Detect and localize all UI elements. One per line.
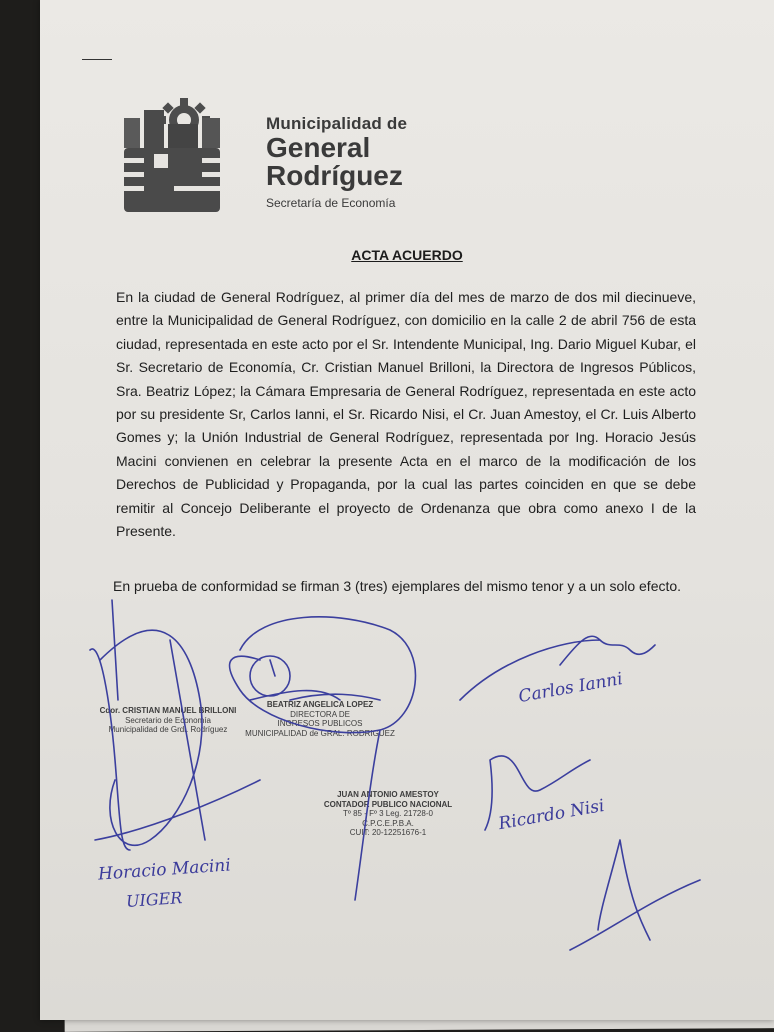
stamp-brilloni-title: Secretario de Economía	[125, 715, 211, 725]
document-title: ACTA ACUERDO	[351, 247, 463, 263]
stamp-amestoy-title: CONTADOR PUBLICO NACIONAL	[323, 799, 453, 809]
municipality-logo	[124, 98, 424, 216]
stamp-brilloni	[88, 706, 248, 735]
stamp-lopez-dept: INGRESOS PUBLICOS	[277, 719, 363, 728]
stamp-amestoy-name: JUAN ANTONIO AMESTOY	[337, 790, 439, 799]
org-name-line1: Municipalidad de	[266, 114, 408, 133]
municipality-emblem-icon	[124, 98, 234, 216]
handwritten-macini: Horacio Macini	[97, 855, 232, 885]
stamp-lopez-title: DIRECTORA DE	[290, 709, 350, 719]
stamp-amestoy-reg: Tº 85 - Fº 3 Leg. 21728-0	[343, 809, 433, 818]
stamp-lopez-org: MUNICIPALIDAD de GRAL. RODRIGUEZ	[245, 728, 395, 738]
logo-wordmark	[266, 114, 407, 210]
stamp-brilloni-name: Cdor. CRISTIAN MANUEL BRILLONI	[99, 706, 237, 715]
stamp-lopez	[240, 700, 400, 738]
handwritten-macini-role: UIGER	[125, 888, 183, 911]
stamp-lopez-name: BEATRIZ ANGELICA LOPEZ	[266, 700, 374, 709]
org-name-line2: General	[266, 132, 371, 163]
document-body: En la ciudad de General Rodríguez, al primer día del mes de marzo de dos mil diecinueve, entre la Municipalidad de General Rodríguez, con domicilio en la calle 2 de abril 756 de esta ciudad, representada en este acto por el Sr. Intendente Municipal, Ing. Dario Miguel Kubar, el Sr. Secretario de Economía, Cr. Cristian Manuel Brilloni, la Directora de Ingresos Públicos, Sra. Beatriz López; la Cámara Empresaria de General Rodríguez, representada en este acto por su presidente Sr, Carlos Ianni, el Sr. Ricardo Nisi, el Cr. Juan Amestoy, el Cr. Luis Alberto Gomes y; la Unión Industrial de General Rodríguez, representada por Ing. Horacio Jesús Macini convienen en celebrar la presente Acta en el marco de la modificación de los Derechos de Publicidad y Propaganda, por la cual las partes coinciden en que se debe remitir al Concejo Deliberante el proyecto de Ordenanza que obra como anexo I de la Presente.	[116, 289, 696, 540]
handwritten-ianni: Carlos Ianni	[517, 669, 625, 707]
document-closing: En prueba de conformidad se firman 3 (tres) ejemplares del mismo tenor y a un solo efecto.	[113, 578, 682, 594]
handwritten-nisi: Ricardo Nisi	[497, 795, 606, 835]
org-name-line3: Rodríguez	[266, 160, 403, 191]
stamp-amestoy-cuit: CUIT: 20-12251676-1	[349, 828, 427, 837]
stamp-amestoy	[318, 790, 458, 838]
pen-mark	[82, 59, 112, 60]
stamp-brilloni-org: Municipalidad de Grdl. Rodríguez	[108, 725, 228, 734]
stamp-amestoy-council: C.P.C.E.P.B.A.	[362, 818, 414, 828]
document-page	[40, 0, 774, 1020]
department-name: Secretaría de Economía	[266, 196, 396, 210]
